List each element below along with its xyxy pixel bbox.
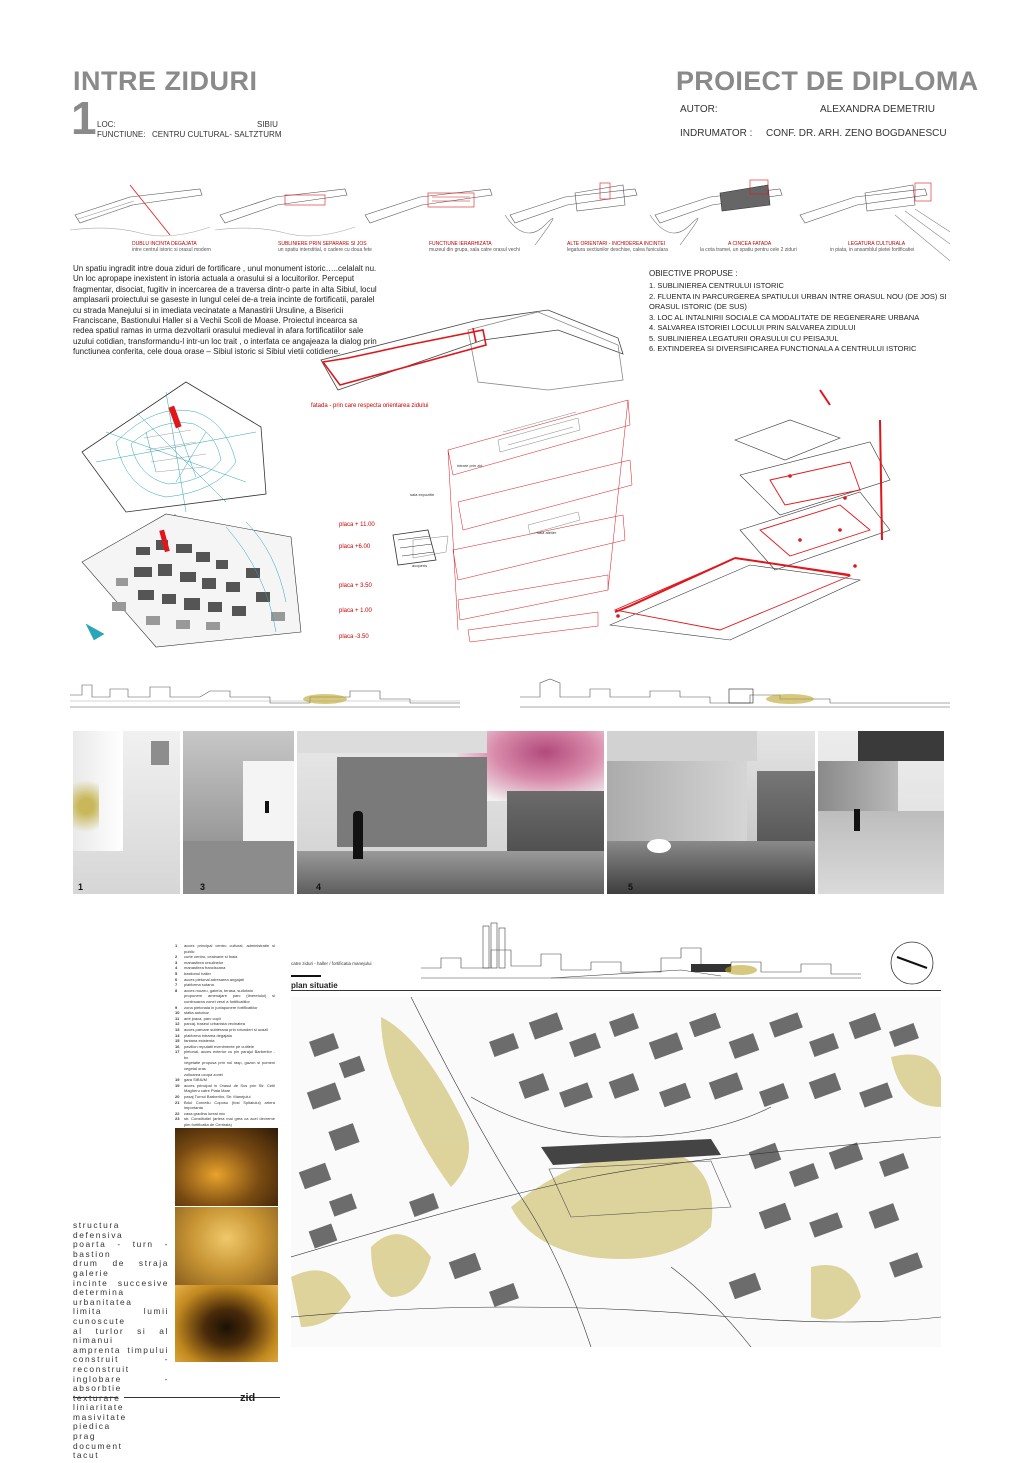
keyword-line: galerie	[73, 1267, 110, 1278]
concept-caption-4: ALTE ORIENTARI - INCHIDEREA INCINTEI	[567, 241, 666, 247]
keyword-line: al turlor si al nimanui	[73, 1325, 169, 1346]
objective-item: 4. SALVAREA ISTORIEI LOCULUI PRIN SALVAREA ZIDULUI	[649, 323, 856, 332]
render-number: 3	[200, 882, 206, 892]
concept-caption-1: DUBLU INCINTA DEGAJATA	[132, 241, 197, 247]
zid-word: zid	[240, 1392, 256, 1404]
concept-sub-3: muzeul din grupa, sala catre orasul vechi	[429, 247, 520, 253]
concept-caption-2: SUBLINIERE PRIN SEPARARE SI JOS	[278, 241, 367, 247]
objective-item: 6. EXTINDEREA SI DIVERSIFICAREA FUNCTIONALA A CENTRULUI ISTORIC	[649, 344, 917, 353]
wall-photo-2	[175, 1207, 278, 1285]
concept-caption-5: A CINCEA FATADA	[728, 241, 772, 247]
keyword-line: piedica	[73, 1421, 111, 1432]
indrumator-value: CONF. DR. ARH. ZENO BOGDANESCU	[766, 128, 947, 139]
roof-label: acoperis	[412, 563, 428, 568]
level-label: placa + 1.00	[339, 608, 372, 614]
keyword-line: prag	[73, 1431, 97, 1442]
keyword-line: inglobare - absorbtie	[73, 1373, 169, 1394]
legend-row: zolluarea ocupa zonei	[184, 1071, 223, 1077]
concept-sub-2: un spatiu interstitial, o cadere cu doua fete	[278, 247, 372, 253]
wall-keywords	[73, 1221, 169, 1461]
loc-value: SIBIU	[257, 120, 278, 129]
render-4	[297, 731, 604, 894]
legend-row: 4 manastirea franciscana	[175, 965, 226, 971]
loc-label: LOC:	[97, 120, 116, 129]
render-6	[818, 731, 944, 894]
legend-row: 20 pasaj Turnul Barberilor, Str. Manejului	[175, 1094, 251, 1100]
legend-row: 1 acces principal centru cultural, administratie si public	[175, 943, 275, 954]
legend-row: 10 statia autobuz	[175, 1010, 209, 1016]
legend-row: 12 parcaj, traseul urbanista vecinatea	[175, 1021, 245, 1027]
render-number: 1	[78, 882, 84, 892]
keyword-line: limita lumii cunoscute	[73, 1306, 169, 1326]
render-number: 5	[628, 882, 634, 892]
legend-row: 15 fantana existenta	[175, 1038, 215, 1044]
keyword-line: structura defensiva	[73, 1220, 124, 1240]
urban-sections	[70, 667, 950, 712]
autor-label: AUTOR:	[680, 104, 718, 115]
level-label: placa + 11.00	[339, 522, 375, 528]
keyword-line: determina urbanitatea	[73, 1287, 133, 1307]
legend-row: 8 acces muzeu, galeria, terasa, sudotwin	[175, 987, 254, 993]
keyword-line: texturare	[73, 1392, 121, 1403]
functiune-value: CENTRU CULTURAL- SALTZTURM	[152, 130, 282, 139]
keyword-line: document	[73, 1440, 123, 1451]
concept-sub-6: in piata, in ansamblul pietei fortificatiei	[830, 247, 915, 253]
legend-row: 3 manastirea ursulinelor	[175, 959, 224, 965]
intro-paragraph: Un spatiu ingradit intre doua ziduri de fortificare , unul monument istoric…..celalalt nu. Un loc apropape inexistent in istoria actuala a orasului si a locuitorilor. Perceput fragmentar, disociat, fugitiv in incercarea de a traversa dintr-o parte in alta Sibiul, locul amplasarii proiectului se gaseste in lungul celei de-a treia incinte de fortificatii, paralel cu strada Manejului si in imediata vecinatate a Manastirii Ursuline, a Bisericii Franciscane, Bastionului Haller si a Vechii Scoli de Moase. Proiectul incearca sa redea spatiul ramas in urma dezvoltarii orasului medieval in afara fortificatiilor sale uzului cotidian, transformandu-l intr-un loc trait , o interfata ce angajeaza la dialog prin functiunea conferita, cele doua orase – Sibiul istoric si Sibiul vietii cotidiene.	[73, 264, 377, 357]
legend-row: 16 pavilion reputatii evenimente pe cutitele	[175, 1043, 255, 1049]
keyword-line: drum de straja	[73, 1258, 169, 1269]
legend-row: propunere amenajare parc (tineretului) si continuarea zonei verzi a fortificatiilor	[184, 993, 275, 1004]
north-arrow-icon	[883, 940, 941, 986]
objective-item: 2. FLUENTA IN PARCURGEREA SPATIULUI URBAN INTRE ORASUL NOU (DE JOS) SI ORASUL ISTORIC (DE SUS)	[649, 291, 947, 311]
scale-bar	[291, 975, 321, 977]
legend-row: 9 zona pietonala in juxtapunere fortificatiilor	[175, 1004, 258, 1010]
divider	[291, 990, 941, 991]
legend-row: 11 arie joaca, parc copii	[175, 1015, 221, 1021]
keyword-line: incinte succesive	[73, 1277, 169, 1288]
legend-row: 2 curte centru, ceainarie si foaia	[175, 954, 238, 960]
room-label: sala atelier	[537, 530, 557, 535]
legend-row: 22 casa gradina lureal mic	[175, 1110, 226, 1116]
objectives-list	[649, 281, 949, 355]
skyline-section	[421, 918, 861, 986]
keyword-line: poarta - turn - bastion	[73, 1239, 169, 1259]
room-label: sala expozitie	[410, 492, 435, 497]
facade-label: fatada - prin care respecta orientarea zidului	[311, 403, 429, 409]
wall-photo-3	[175, 1285, 278, 1362]
legend-row: 19 gara SIBIUM	[175, 1077, 207, 1083]
legend-row: 23 str. Constitutiei (artera mai grea ca acel devreme pim fortificatia de Centrala)	[175, 1116, 275, 1127]
wall-photo-1	[175, 1128, 278, 1206]
legend-row: 17 pietonal, acces exterior cu pin parajul Barberilor - bc	[175, 1049, 275, 1060]
indrumator-label: INDRUMATOR :	[680, 128, 753, 139]
divider	[124, 1397, 280, 1398]
legend-row: vegetatie propusa prin noi rasp, gazon si pomeni vegetal oras	[184, 1060, 275, 1072]
concept-sub-5: la cota tramei, un spatiu pentru cele 2 ziduri	[700, 247, 797, 253]
keyword-line: masivitate	[73, 1411, 127, 1422]
legend-row: 14 platforma intrarea degajata	[175, 1032, 232, 1038]
legend-row: 5 bastionul haller	[175, 970, 211, 976]
plan-title: plan situatie	[291, 981, 338, 990]
room-label: intrare prin zid	[457, 463, 483, 468]
project-title: PROIECT DE DIPLOMA	[676, 66, 979, 96]
axonometric-exploded	[318, 290, 648, 650]
legend-row: 21 Bdul Corneliu Coposu (fost Spitalului) artera importanta	[175, 1099, 275, 1111]
objective-item: 1. SUBLINIEREA CENTRULUI ISTORIC	[649, 281, 784, 290]
city-maps-illustration	[76, 372, 306, 652]
keyword-line: tacut	[73, 1450, 100, 1461]
plan-legend	[175, 943, 275, 1133]
legend-row: 19 acces principal in Orasul de Sus prin Str. Cetii Magheru catre Piata Mare	[175, 1082, 275, 1094]
concept-captions	[70, 239, 950, 263]
circulation-diagram	[600, 380, 900, 650]
level-label: placa -3.50	[339, 634, 369, 640]
divider	[73, 1397, 118, 1398]
functiune-label: FUNCTIUNE:	[97, 130, 146, 139]
sheet-number: 1	[71, 92, 97, 144]
plan-subtitle: catre ziduri - haller / fortificatia manejului	[291, 961, 372, 966]
render-5	[607, 731, 815, 894]
legend-row: 6 acces pietonal adresarea angajati	[175, 976, 244, 982]
concept-caption-3: FUNCTIUNE IERARHIZATA	[429, 241, 492, 247]
legend-row: 13 acces parcare subterana prin rotunderi si ocazii	[175, 1026, 269, 1032]
objectives-title: OBIECTIVE PROPUSE :	[649, 269, 738, 278]
objective-item: 3. LOC AL INTALNIRII SOCIALE CA MODALITATE DE REGENERARE URBANA	[649, 312, 920, 322]
autor-value: ALEXANDRA DEMETRIU	[820, 104, 936, 115]
keyword-line: amprenta timpului	[73, 1344, 169, 1355]
concept-sub-1: intre centrul istoric si orasul modern	[132, 247, 211, 253]
render-3	[183, 731, 294, 894]
level-label: placa + 3.50	[339, 583, 372, 589]
objective-item: 5. SUBLINIEREA LEGATURII ORASULUI CU PEISAJUL	[649, 333, 839, 343]
level-label: placa +6.00	[339, 544, 371, 550]
keyword-line: liniaritate	[73, 1402, 125, 1413]
render-number: 4	[316, 882, 322, 892]
concept-caption-6: LEGATURA CULTURALA	[848, 241, 906, 247]
concept-sub-4: legatura sectiunilor deschise, calea funiculara	[567, 247, 668, 253]
page-title: INTRE ZIDURI	[73, 66, 258, 96]
render-1	[73, 731, 180, 894]
keyword-line: construit - reconstruit	[73, 1354, 169, 1374]
legend-row: 7 platforma sutana	[175, 982, 214, 988]
site-plan-map	[291, 997, 941, 1347]
